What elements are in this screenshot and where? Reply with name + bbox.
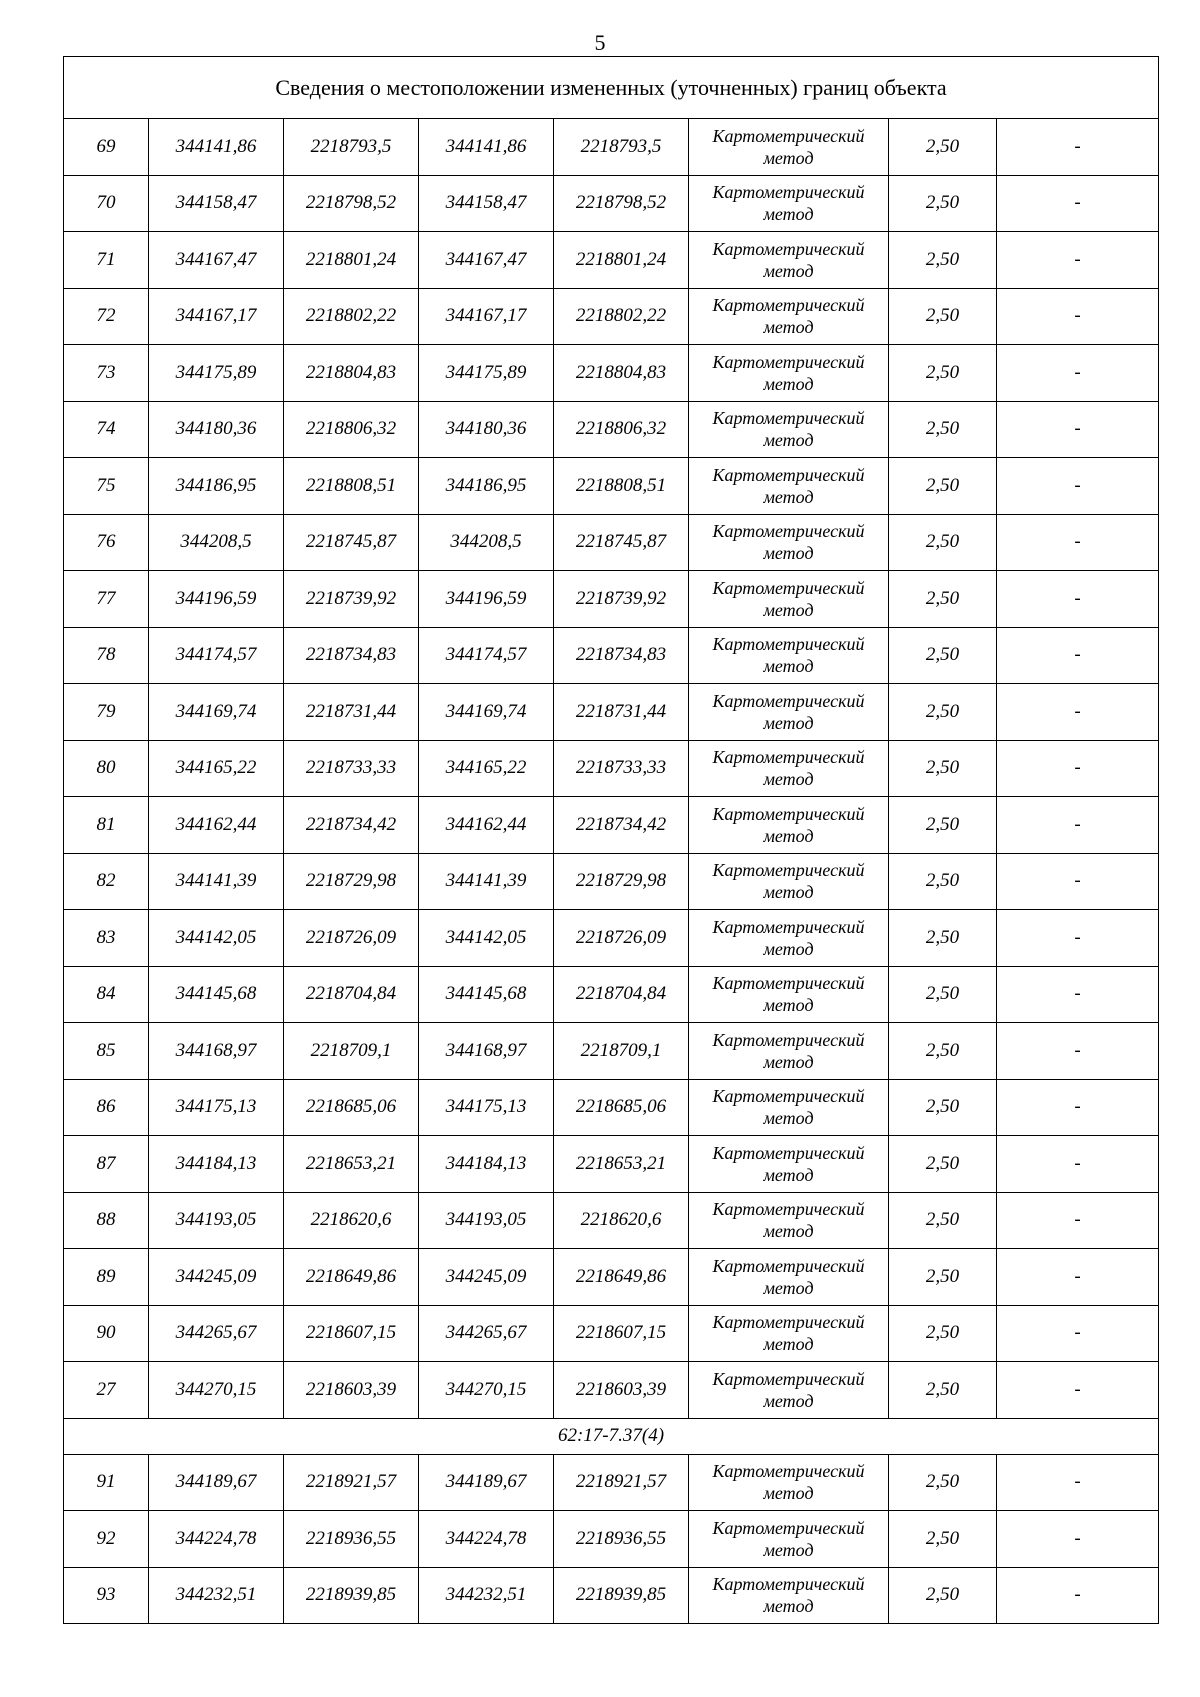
- cell-accuracy: 2,50: [889, 514, 997, 571]
- table-row: [64, 1079, 1159, 1136]
- cell-x-refined: 344167,47: [419, 232, 554, 289]
- cell-x-existing: 344167,47: [149, 232, 284, 289]
- cell-accuracy: 2,50: [889, 797, 997, 854]
- cell-x-existing: 344142,05: [149, 910, 284, 967]
- cell-description: -: [997, 1567, 1159, 1624]
- cell-y-refined: 2218603,39: [554, 1362, 689, 1419]
- cell-description: -: [997, 1511, 1159, 1568]
- cell-method: Картометрический метод: [689, 175, 889, 232]
- cell-description: -: [997, 910, 1159, 967]
- cell-method: Картометрический метод: [689, 1192, 889, 1249]
- table-row: [64, 1023, 1159, 1080]
- table-row: [64, 345, 1159, 402]
- cell-accuracy: 2,50: [889, 1079, 997, 1136]
- cell-method: Картометрический метод: [689, 1305, 889, 1362]
- cell-x-existing: 344265,67: [149, 1305, 284, 1362]
- cell-y-refined: 2218685,06: [554, 1079, 689, 1136]
- cell-y-existing: 2218808,51: [284, 458, 419, 515]
- cell-y-existing: 2218620,6: [284, 1192, 419, 1249]
- cell-y-refined: 2218739,92: [554, 571, 689, 628]
- table-row: [64, 1567, 1159, 1624]
- cell-y-refined: 2218793,5: [554, 119, 689, 176]
- cell-method: Картометрический метод: [689, 1079, 889, 1136]
- cell-x-refined: 344180,36: [419, 401, 554, 458]
- cell-y-existing: 2218729,98: [284, 853, 419, 910]
- cell-description: -: [997, 345, 1159, 402]
- cell-y-refined: 2218808,51: [554, 458, 689, 515]
- cell-x-existing: 344141,86: [149, 119, 284, 176]
- cell-x-refined: 344165,22: [419, 740, 554, 797]
- cell-y-refined: 2218704,84: [554, 966, 689, 1023]
- cell-y-existing: 2218731,44: [284, 684, 419, 741]
- cell-accuracy: 2,50: [889, 458, 997, 515]
- cell-method: Картометрический метод: [689, 1511, 889, 1568]
- table-row: [64, 514, 1159, 571]
- cell-point-number: 93: [64, 1567, 149, 1624]
- cell-point-number: 80: [64, 740, 149, 797]
- cell-point-number: 84: [64, 966, 149, 1023]
- cell-y-existing: 2218802,22: [284, 288, 419, 345]
- cell-accuracy: 2,50: [889, 966, 997, 1023]
- cell-description: -: [997, 1136, 1159, 1193]
- cell-y-refined: 2218709,1: [554, 1023, 689, 1080]
- table-title-row: [64, 57, 1159, 119]
- cell-method: Картометрический метод: [689, 458, 889, 515]
- cell-description: -: [997, 458, 1159, 515]
- cell-description: -: [997, 288, 1159, 345]
- cell-accuracy: 2,50: [889, 1362, 997, 1419]
- cell-y-existing: 2218649,86: [284, 1249, 419, 1306]
- cell-method: Картометрический метод: [689, 1362, 889, 1419]
- cell-x-refined: 344184,13: [419, 1136, 554, 1193]
- cell-method: Картометрический метод: [689, 401, 889, 458]
- cell-x-existing: 344270,15: [149, 1362, 284, 1419]
- cell-x-refined: 344168,97: [419, 1023, 554, 1080]
- cell-x-existing: 344180,36: [149, 401, 284, 458]
- cell-x-existing: 344189,67: [149, 1454, 284, 1511]
- cell-y-existing: 2218607,15: [284, 1305, 419, 1362]
- cell-x-refined: 344270,15: [419, 1362, 554, 1419]
- cell-x-refined: 344141,39: [419, 853, 554, 910]
- cell-x-existing: 344165,22: [149, 740, 284, 797]
- table-row: [64, 1362, 1159, 1419]
- cell-y-refined: 2218806,32: [554, 401, 689, 458]
- cell-description: -: [997, 1454, 1159, 1511]
- cell-description: -: [997, 401, 1159, 458]
- section-row: [64, 1418, 1159, 1454]
- cell-description: -: [997, 1305, 1159, 1362]
- cell-x-existing: 344184,13: [149, 1136, 284, 1193]
- cell-y-refined: 2218802,22: [554, 288, 689, 345]
- table-row: [64, 910, 1159, 967]
- cell-y-existing: 2218745,87: [284, 514, 419, 571]
- cell-y-refined: 2218734,42: [554, 797, 689, 854]
- cell-x-refined: 344196,59: [419, 571, 554, 628]
- cell-description: -: [997, 1079, 1159, 1136]
- table-row: [64, 1511, 1159, 1568]
- cell-description: -: [997, 966, 1159, 1023]
- cell-x-existing: 344167,17: [149, 288, 284, 345]
- cell-y-existing: 2218603,39: [284, 1362, 419, 1419]
- cell-point-number: 87: [64, 1136, 149, 1193]
- cell-x-refined: 344232,51: [419, 1567, 554, 1624]
- cell-y-existing: 2218733,33: [284, 740, 419, 797]
- cell-x-existing: 344169,74: [149, 684, 284, 741]
- cell-x-refined: 344145,68: [419, 966, 554, 1023]
- cell-accuracy: 2,50: [889, 1136, 997, 1193]
- cell-point-number: 27: [64, 1362, 149, 1419]
- cell-method: Картометрический метод: [689, 1454, 889, 1511]
- cell-method: Картометрический метод: [689, 1567, 889, 1624]
- cell-point-number: 86: [64, 1079, 149, 1136]
- cell-accuracy: 2,50: [889, 119, 997, 176]
- cell-point-number: 89: [64, 1249, 149, 1306]
- boundary-coordinates-table: [63, 56, 1159, 1624]
- cell-method: Картометрический метод: [689, 853, 889, 910]
- cell-x-existing: 344245,09: [149, 1249, 284, 1306]
- cell-accuracy: 2,50: [889, 345, 997, 402]
- cell-x-refined: 344189,67: [419, 1454, 554, 1511]
- cell-accuracy: 2,50: [889, 1454, 997, 1511]
- cell-accuracy: 2,50: [889, 1192, 997, 1249]
- cell-x-existing: 344158,47: [149, 175, 284, 232]
- cell-point-number: 83: [64, 910, 149, 967]
- table-row: [64, 571, 1159, 628]
- table-row: [64, 401, 1159, 458]
- cell-point-number: 82: [64, 853, 149, 910]
- cell-accuracy: 2,50: [889, 910, 997, 967]
- cell-point-number: 76: [64, 514, 149, 571]
- cell-description: -: [997, 514, 1159, 571]
- cell-method: Картометрический метод: [689, 627, 889, 684]
- cell-y-refined: 2218653,21: [554, 1136, 689, 1193]
- cell-method: Картометрический метод: [689, 1136, 889, 1193]
- cell-x-refined: 344169,74: [419, 684, 554, 741]
- cell-description: -: [997, 684, 1159, 741]
- cell-x-refined: 344208,5: [419, 514, 554, 571]
- table-row: [64, 627, 1159, 684]
- table-row: [64, 288, 1159, 345]
- cell-x-refined: 344175,13: [419, 1079, 554, 1136]
- cell-accuracy: 2,50: [889, 740, 997, 797]
- cell-y-existing: 2218804,83: [284, 345, 419, 402]
- cell-x-refined: 344175,89: [419, 345, 554, 402]
- cell-x-existing: 344174,57: [149, 627, 284, 684]
- cell-accuracy: 2,50: [889, 175, 997, 232]
- table-row: [64, 175, 1159, 232]
- cell-point-number: 70: [64, 175, 149, 232]
- table-row: [64, 740, 1159, 797]
- cell-accuracy: 2,50: [889, 1567, 997, 1624]
- cell-method: Картометрический метод: [689, 797, 889, 854]
- cell-accuracy: 2,50: [889, 232, 997, 289]
- cell-x-existing: 344168,97: [149, 1023, 284, 1080]
- cell-x-refined: 344224,78: [419, 1511, 554, 1568]
- cell-description: -: [997, 1362, 1159, 1419]
- cell-x-existing: 344141,39: [149, 853, 284, 910]
- cell-point-number: 74: [64, 401, 149, 458]
- cell-method: Картометрический метод: [689, 288, 889, 345]
- table-row: [64, 458, 1159, 515]
- cell-y-existing: 2218801,24: [284, 232, 419, 289]
- cell-x-refined: 344174,57: [419, 627, 554, 684]
- cell-x-refined: 344193,05: [419, 1192, 554, 1249]
- cell-accuracy: 2,50: [889, 1023, 997, 1080]
- cell-y-refined: 2218734,83: [554, 627, 689, 684]
- cell-x-refined: 344265,67: [419, 1305, 554, 1362]
- cell-accuracy: 2,50: [889, 288, 997, 345]
- cell-description: -: [997, 740, 1159, 797]
- cell-description: -: [997, 119, 1159, 176]
- cell-point-number: 72: [64, 288, 149, 345]
- cell-y-refined: 2218620,6: [554, 1192, 689, 1249]
- cell-accuracy: 2,50: [889, 1249, 997, 1306]
- cell-x-existing: 344186,95: [149, 458, 284, 515]
- table-row: [64, 684, 1159, 741]
- cell-y-existing: 2218734,42: [284, 797, 419, 854]
- cell-y-existing: 2218685,06: [284, 1079, 419, 1136]
- cell-y-refined: 2218729,98: [554, 853, 689, 910]
- cell-x-existing: 344175,89: [149, 345, 284, 402]
- cell-y-refined: 2218801,24: [554, 232, 689, 289]
- cell-description: -: [997, 627, 1159, 684]
- cell-y-existing: 2218704,84: [284, 966, 419, 1023]
- cell-x-existing: 344196,59: [149, 571, 284, 628]
- cell-description: -: [997, 175, 1159, 232]
- table-row: [64, 1454, 1159, 1511]
- table-row: [64, 1305, 1159, 1362]
- cell-point-number: 77: [64, 571, 149, 628]
- table-row: [64, 1192, 1159, 1249]
- cell-y-refined: 2218936,55: [554, 1511, 689, 1568]
- cell-point-number: 91: [64, 1454, 149, 1511]
- cell-y-existing: 2218921,57: [284, 1454, 419, 1511]
- cell-y-refined: 2218921,57: [554, 1454, 689, 1511]
- cell-point-number: 92: [64, 1511, 149, 1568]
- cell-x-existing: 344208,5: [149, 514, 284, 571]
- cell-description: -: [997, 1249, 1159, 1306]
- cell-description: -: [997, 571, 1159, 628]
- cell-method: Картометрический метод: [689, 910, 889, 967]
- cell-y-existing: 2218709,1: [284, 1023, 419, 1080]
- cell-point-number: 71: [64, 232, 149, 289]
- cell-description: -: [997, 797, 1159, 854]
- cell-method: Картометрический метод: [689, 119, 889, 176]
- table-row: [64, 966, 1159, 1023]
- cell-y-refined: 2218939,85: [554, 1567, 689, 1624]
- cell-x-existing: 344162,44: [149, 797, 284, 854]
- cell-point-number: 81: [64, 797, 149, 854]
- cell-accuracy: 2,50: [889, 1305, 997, 1362]
- table-row: [64, 853, 1159, 910]
- cell-point-number: 73: [64, 345, 149, 402]
- cell-x-existing: 344175,13: [149, 1079, 284, 1136]
- cell-description: -: [997, 853, 1159, 910]
- cell-y-existing: 2218939,85: [284, 1567, 419, 1624]
- cell-method: Картометрический метод: [689, 571, 889, 628]
- cell-method: Картометрический метод: [689, 684, 889, 741]
- cell-point-number: 69: [64, 119, 149, 176]
- cell-x-refined: 344245,09: [419, 1249, 554, 1306]
- cell-y-refined: 2218798,52: [554, 175, 689, 232]
- cell-method: Картометрический метод: [689, 345, 889, 402]
- cell-x-existing: 344232,51: [149, 1567, 284, 1624]
- cell-point-number: 75: [64, 458, 149, 515]
- cell-x-refined: 344167,17: [419, 288, 554, 345]
- cell-y-refined: 2218649,86: [554, 1249, 689, 1306]
- cell-x-refined: 344158,47: [419, 175, 554, 232]
- cell-point-number: 90: [64, 1305, 149, 1362]
- cell-y-refined: 2218607,15: [554, 1305, 689, 1362]
- cell-x-refined: 344142,05: [419, 910, 554, 967]
- cell-point-number: 79: [64, 684, 149, 741]
- cell-accuracy: 2,50: [889, 401, 997, 458]
- cell-y-existing: 2218739,92: [284, 571, 419, 628]
- cell-x-existing: 344145,68: [149, 966, 284, 1023]
- cell-point-number: 78: [64, 627, 149, 684]
- cell-method: Картометрический метод: [689, 740, 889, 797]
- cell-method: Картометрический метод: [689, 232, 889, 289]
- cell-accuracy: 2,50: [889, 684, 997, 741]
- cell-method: Картометрический метод: [689, 966, 889, 1023]
- cell-y-refined: 2218733,33: [554, 740, 689, 797]
- cell-method: Картометрический метод: [689, 1249, 889, 1306]
- table-row: [64, 797, 1159, 854]
- cell-method: Картометрический метод: [689, 1023, 889, 1080]
- cell-y-refined: 2218726,09: [554, 910, 689, 967]
- cell-y-existing: 2218653,21: [284, 1136, 419, 1193]
- cell-y-existing: 2218936,55: [284, 1511, 419, 1568]
- cell-x-refined: 344186,95: [419, 458, 554, 515]
- cell-description: -: [997, 1023, 1159, 1080]
- cell-y-existing: 2218806,32: [284, 401, 419, 458]
- page-number: 5: [594, 30, 606, 55]
- section-label: 62:17-7.37(4): [64, 1418, 1159, 1454]
- cell-method: Картометрический метод: [689, 514, 889, 571]
- cell-y-existing: 2218726,09: [284, 910, 419, 967]
- table-row: [64, 1136, 1159, 1193]
- cell-y-refined: 2218804,83: [554, 345, 689, 402]
- cell-y-refined: 2218731,44: [554, 684, 689, 741]
- cell-point-number: 88: [64, 1192, 149, 1249]
- cell-accuracy: 2,50: [889, 571, 997, 628]
- table-title: Сведения о местоположении измененных (уточненных) границ объекта: [64, 57, 1159, 119]
- cell-point-number: 85: [64, 1023, 149, 1080]
- cell-accuracy: 2,50: [889, 853, 997, 910]
- cell-y-existing: 2218793,5: [284, 119, 419, 176]
- table-row: [64, 119, 1159, 176]
- cell-y-existing: 2218734,83: [284, 627, 419, 684]
- cell-description: -: [997, 1192, 1159, 1249]
- cell-accuracy: 2,50: [889, 1511, 997, 1568]
- table-row: [64, 232, 1159, 289]
- cell-x-existing: 344193,05: [149, 1192, 284, 1249]
- cell-x-refined: 344162,44: [419, 797, 554, 854]
- cell-x-existing: 344224,78: [149, 1511, 284, 1568]
- cell-accuracy: 2,50: [889, 627, 997, 684]
- table-row: [64, 1249, 1159, 1306]
- cell-y-existing: 2218798,52: [284, 175, 419, 232]
- cell-y-refined: 2218745,87: [554, 514, 689, 571]
- cell-x-refined: 344141,86: [419, 119, 554, 176]
- cell-description: -: [997, 232, 1159, 289]
